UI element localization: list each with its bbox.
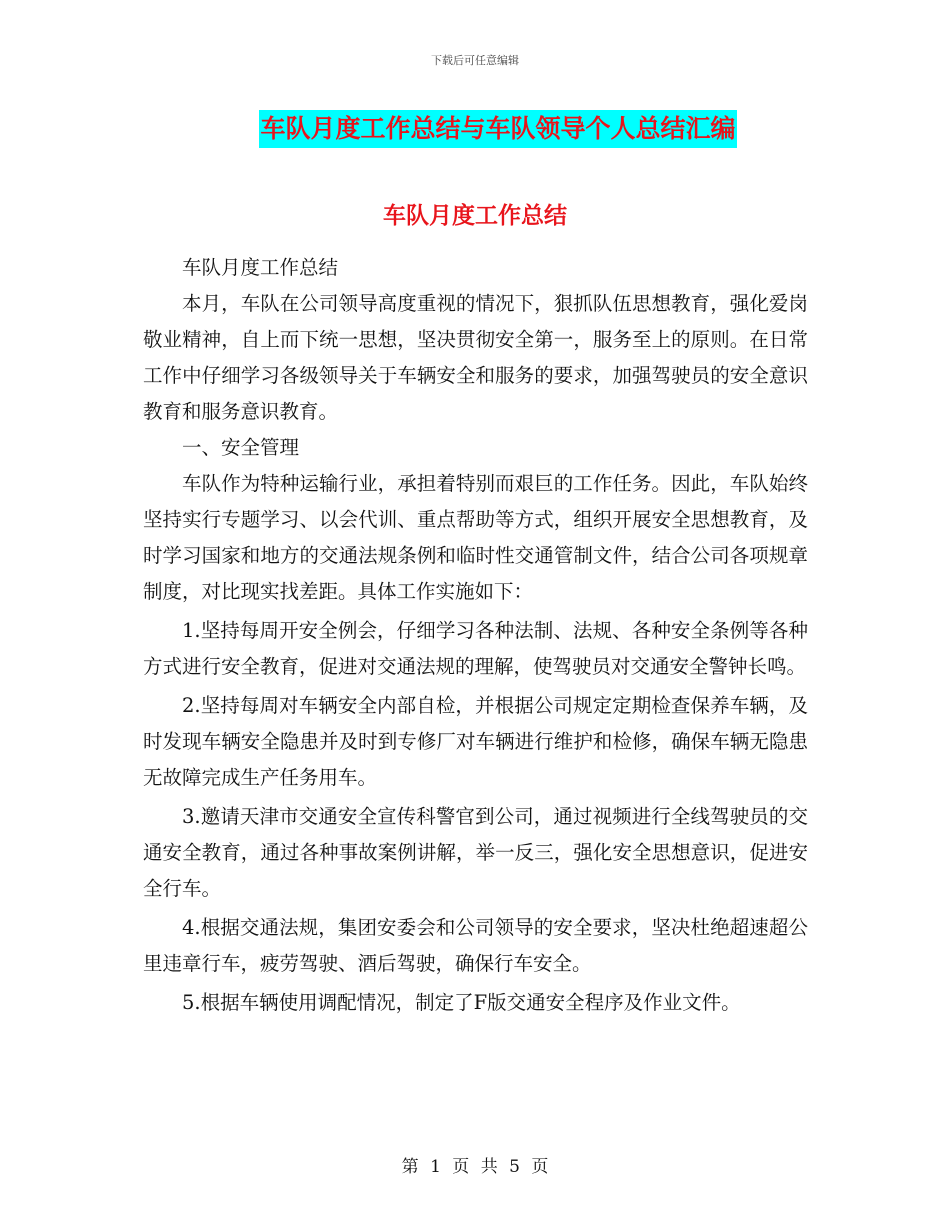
page-number-footer: 第 1 页 共 5 页 xyxy=(401,1157,549,1177)
paragraph-item-4: 4.根据交通法规，集团安委会和公司领导的安全要求，坚决杜绝超速超公里违章行车，疲劳驾驶、酒后驾驶，确保行车安全。 xyxy=(143,916,808,975)
document-body xyxy=(143,250,808,1021)
paragraph-item-2: 2.坚持每周对车辆安全内部自检，并根据公司规定定期检查保养车辆，及时发现车辆安全隐患并及时到专修厂对车辆进行维护和检修，确保车辆无隐患无故障完成生产任务用车。 xyxy=(143,694,808,789)
paragraph-intro: 本月，车队在公司领导高度重视的情况下，狠抓队伍思想教育，强化爱岗敬业精神，自上而下统一思想，坚决贯彻安全第一，服务至上的原则。在日常工作中仔细学习各级领导关于车辆安全和服务的要求，加强驾驶员的安全意识教育和服务意识教育。 xyxy=(143,292,808,423)
paragraph-safety-overview: 车队作为特种运输行业，承担着特别而艰巨的工作任务。因此，车队始终坚持实行专题学习、以会代训、重点帮助等方式，组织开展安全思想教育，及时学习国家和地方的交通法规条例和临时性交通管制文件，结合公司各项规章制度，对比现实找差距。具体工作实施如下： xyxy=(143,472,808,603)
main-title-container xyxy=(0,110,950,148)
page-header-note: 下载后可任意编辑 xyxy=(431,54,519,67)
section-title: 车队月度工作总结 xyxy=(383,203,567,229)
document-main-title: 车队月度工作总结与车队领导个人总结汇编 xyxy=(259,110,736,148)
paragraph-item-3: 3.邀请天津市交通安全宣传科警官到公司，通过视频进行全线驾驶员的交通安全教育，通过各种事故案例讲解，举一反三，强化安全思想意识，促进安全行车。 xyxy=(143,805,808,900)
paragraph-item-1: 1.坚持每周开安全例会，仔细学习各种法制、法规、各种安全条例等各种方式进行安全教育，促进对交通法规的理解，使驾驶员对交通安全警钟长鸣。 xyxy=(143,619,808,678)
paragraph-subtitle: 车队月度工作总结 xyxy=(182,256,339,279)
paragraph-heading-safety: 一、安全管理 xyxy=(182,436,300,459)
paragraph-item-5: 5.根据车辆使用调配情况，制定了F版交通安全程序及作业文件。 xyxy=(182,991,741,1014)
